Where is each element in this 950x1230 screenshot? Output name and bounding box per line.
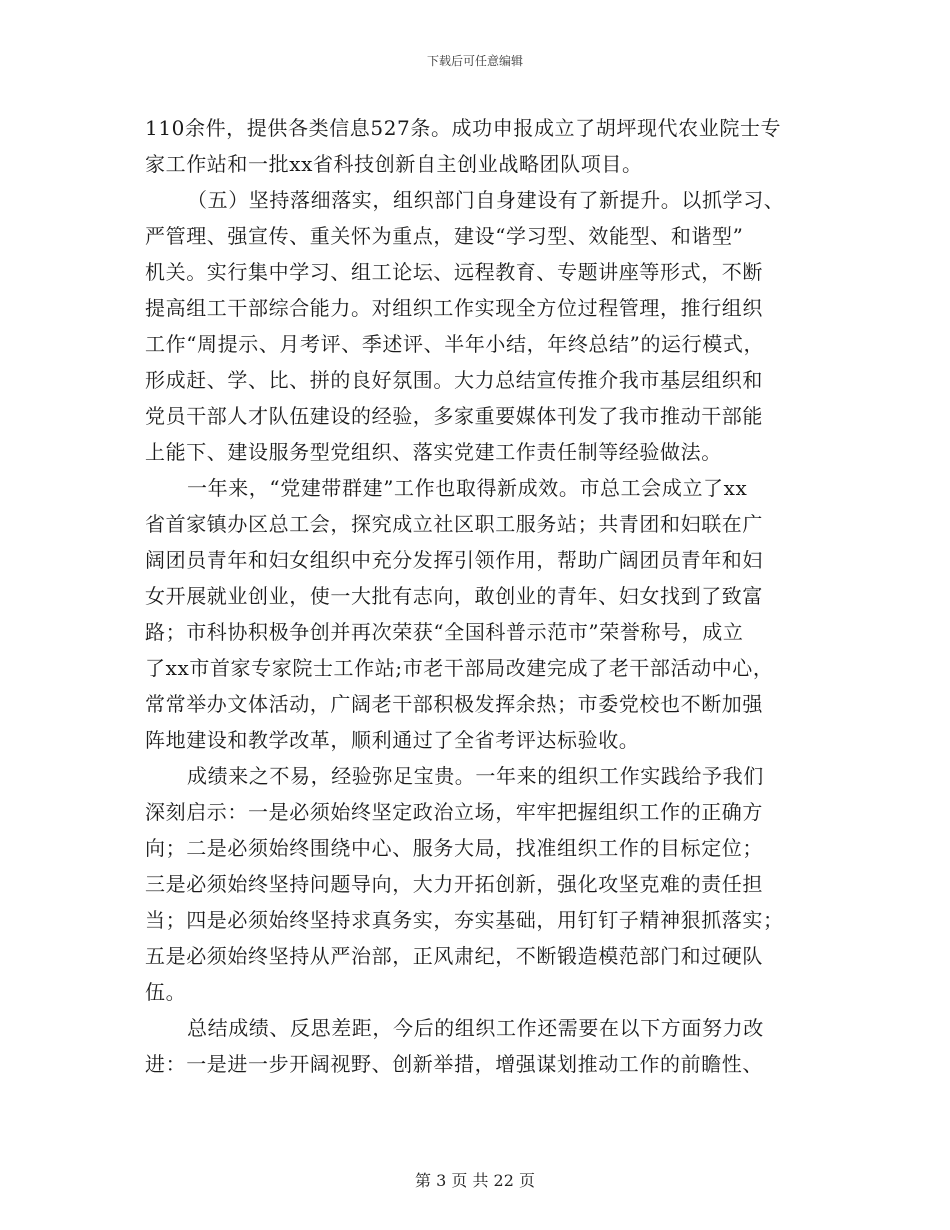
document-body bbox=[145, 110, 810, 1082]
text-line: 常常举办文体活动，广阔老干部积极发挥余热；市委党校也不断加强 bbox=[145, 692, 763, 716]
text-line: 省首家镇办区总工会，探究成立社区职工服务站；共青团和妇联在广 bbox=[145, 512, 763, 536]
text-line: 党员干部人才队伍建设的经验，多家重要媒体刊发了我市推动干部能 bbox=[145, 404, 763, 428]
text-line: 了xx市首家专家院士工作站;市老干部局改建完成了老干部活动中心， bbox=[145, 656, 774, 680]
text-line: 深刻启示：一是必须始终坚定政治立场，牢牢把握组织工作的正确方 bbox=[145, 800, 763, 824]
page-header-note: 下载后可任意编辑 bbox=[426, 54, 523, 68]
text-line: 五是必须始终坚持从严治部，正风肃纪，不断锻造模范部门和过硬队 bbox=[145, 944, 763, 968]
text-line: 家工作站和一批xx省科技创新自主创业战略团队项目。 bbox=[145, 152, 643, 176]
text-line: 工作“周提示、月考评、季述评、半年小结，年终总结”的运行模式， bbox=[145, 332, 765, 356]
text-line: 向；二是必须始终围绕中心、服务大局，找准组织工作的目标定位； bbox=[145, 836, 763, 860]
text-line: 路；市科协积极争创并再次荣获“全国科普示范市”荣誉称号，成立 bbox=[145, 620, 744, 644]
text-line: 女开展就业创业，使一大批有志向，敢创业的青年、妇女找到了致富 bbox=[145, 584, 763, 608]
text-line: 阵地建设和教学改革，顺利通过了全省考评达标验收。 bbox=[145, 728, 640, 752]
paragraph-start-line: 成绩来之不易，经验弥足宝贵。一年来的组织工作实践给予我们 bbox=[187, 764, 764, 788]
text-line: 提高组工干部综合能力。对组织工作实现全方位过程管理，推行组织 bbox=[145, 296, 763, 320]
text-line: 严管理、强宣传、重关怀为重点，建设“学习型、效能型、和谐型” bbox=[145, 224, 744, 248]
text-line: 阔团员青年和妇女组织中充分发挥引领作用，帮助广阔团员青年和妇 bbox=[145, 548, 763, 572]
paragraph-start-line: 总结成绩、反思差距，今后的组织工作还需要在以下方面努力改 bbox=[187, 1016, 764, 1040]
text-line: 形成赶、学、比、拼的良好氛围。大力总结宣传推介我市基层组织和 bbox=[145, 368, 763, 392]
text-line: 当；四是必须始终坚持求真务实，夯实基础，用钉钉子精神狠抓落实； bbox=[145, 908, 784, 932]
text-line: 三是必须始终坚持问题导向，大力开拓创新，强化攻坚克难的责任担 bbox=[145, 872, 763, 896]
text-line: 伍。 bbox=[145, 980, 187, 1004]
text-line: 上能下、建设服务型党组织、落实党建工作责任制等经验做法。 bbox=[145, 440, 722, 464]
text-line: 进：一是进一步开阔视野、创新举措，增强谋划推动工作的前瞻性、 bbox=[145, 1052, 763, 1076]
text-line: 110余件，提供各类信息527条。成功申报成立了胡坪现代农业院士专 bbox=[145, 116, 782, 140]
paragraph-start-line: 一年来，“党建带群建”工作也取得新成效。市总工会成立了xx bbox=[187, 476, 748, 500]
paragraph-start-line: （五）坚持落细落实，组织部门自身建设有了新提升。以抓学习、 bbox=[187, 188, 785, 212]
page-number-footer: 第 3 页 共 22 页 bbox=[415, 1171, 535, 1190]
text-line: 机关。实行集中学习、组工论坛、远程教育、专题讲座等形式，不断 bbox=[145, 260, 763, 284]
